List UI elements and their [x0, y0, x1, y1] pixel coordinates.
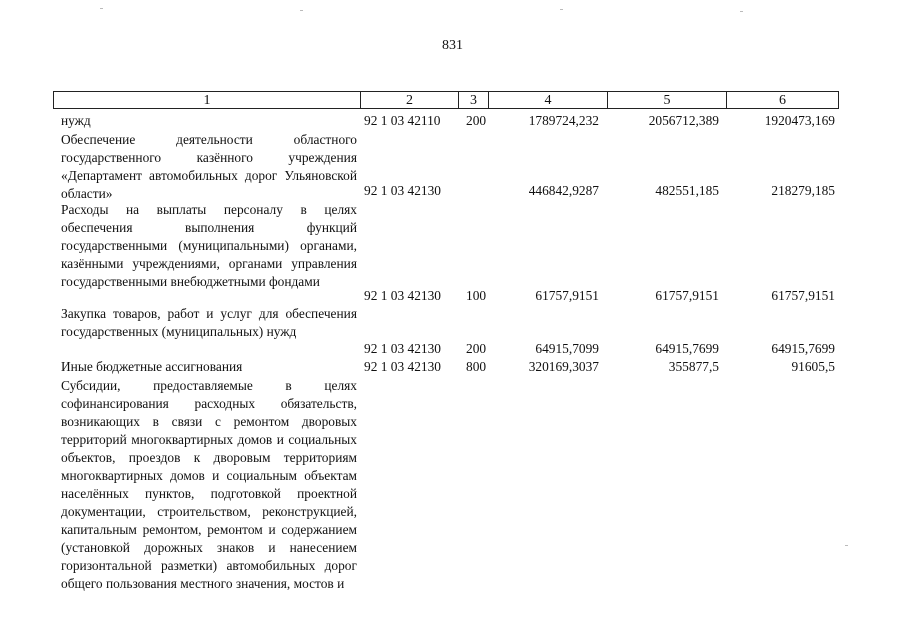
- row-amount-col6: 1920473,169: [764, 113, 835, 128]
- header-col-5: 5: [608, 92, 727, 108]
- row-description: Закупка товаров, работ и услуг для обеспечения государственных (муниципальных) нужд: [61, 306, 357, 339]
- row-amount-col5: 355877,5: [668, 359, 719, 374]
- row-code: 92 1 03 42130: [364, 183, 441, 198]
- row-code: 92 1 03 42130: [364, 341, 441, 356]
- row-expense-type: 100: [466, 288, 487, 303]
- header-col-1: 1: [54, 92, 361, 108]
- row-description: Субсидии, предоставляемые в целях софинансирования расходных обязательств, возникающих в связи с ремонтом дворовых территорий многоквартирных домов и социальных объектов, проездов к дворовым территориям многоквартирных домов и социальным объектам населённых пунктов, подготовкой проектной документации, строительством, реконструкцией, капитальным ремонтом, ремонтом и содержанием (установкой дорожных знаков и нанесением горизонтальной разметки) автомобильных дорог общего пользования местного значения, мостов и: [61, 378, 357, 591]
- header-col-2: 2: [361, 92, 459, 108]
- row-amount-col6: 64915,7699: [771, 341, 835, 356]
- row-amount-col4: 61757,9151: [535, 288, 599, 303]
- scan-speck: [845, 545, 848, 546]
- row-amount-col4: 1789724,232: [528, 113, 599, 128]
- row-code: 92 1 03 42110: [364, 113, 441, 128]
- scan-speck: [300, 10, 303, 11]
- header-col-4: 4: [489, 92, 608, 108]
- row-description: нужд: [61, 113, 91, 128]
- row-amount-col6: 218279,185: [771, 183, 835, 198]
- row-description: Расходы на выплаты персоналу в целях обеспечения выполнения функций государственными (муниципальными) органами, казёнными учреждениями, органами управления государственными внебюджетными фондами: [61, 202, 357, 289]
- row-amount-col6: 91605,5: [791, 359, 835, 374]
- row-description: Обеспечение деятельности областного государственного казённого учреждения «Департамент автомобильных дорог Ульяновской области»: [61, 132, 357, 201]
- table-header-row: [53, 91, 839, 109]
- row-amount-col4: 64915,7099: [535, 341, 599, 356]
- scan-speck: [560, 9, 563, 10]
- scan-speck: [100, 8, 103, 9]
- scan-speck: [740, 11, 743, 12]
- header-col-3: 3: [459, 92, 489, 108]
- page-number: 831: [442, 38, 463, 53]
- row-expense-type: 800: [466, 359, 487, 374]
- row-amount-col6: 61757,9151: [771, 288, 835, 303]
- row-code: 92 1 03 42130: [364, 359, 441, 374]
- row-code: 92 1 03 42130: [364, 288, 441, 303]
- row-amount-col4: 446842,9287: [528, 183, 599, 198]
- row-expense-type: 200: [466, 113, 487, 128]
- row-amount-col4: 320169,3037: [528, 359, 599, 374]
- row-description: Иные бюджетные ассигнования: [61, 359, 243, 374]
- row-amount-col5: 61757,9151: [655, 288, 719, 303]
- row-expense-type: 200: [466, 341, 487, 356]
- row-amount-col5: 482551,185: [655, 183, 719, 198]
- row-amount-col5: 64915,7699: [655, 341, 719, 356]
- row-amount-col5: 2056712,389: [648, 113, 719, 128]
- header-col-6: 6: [779, 93, 786, 108]
